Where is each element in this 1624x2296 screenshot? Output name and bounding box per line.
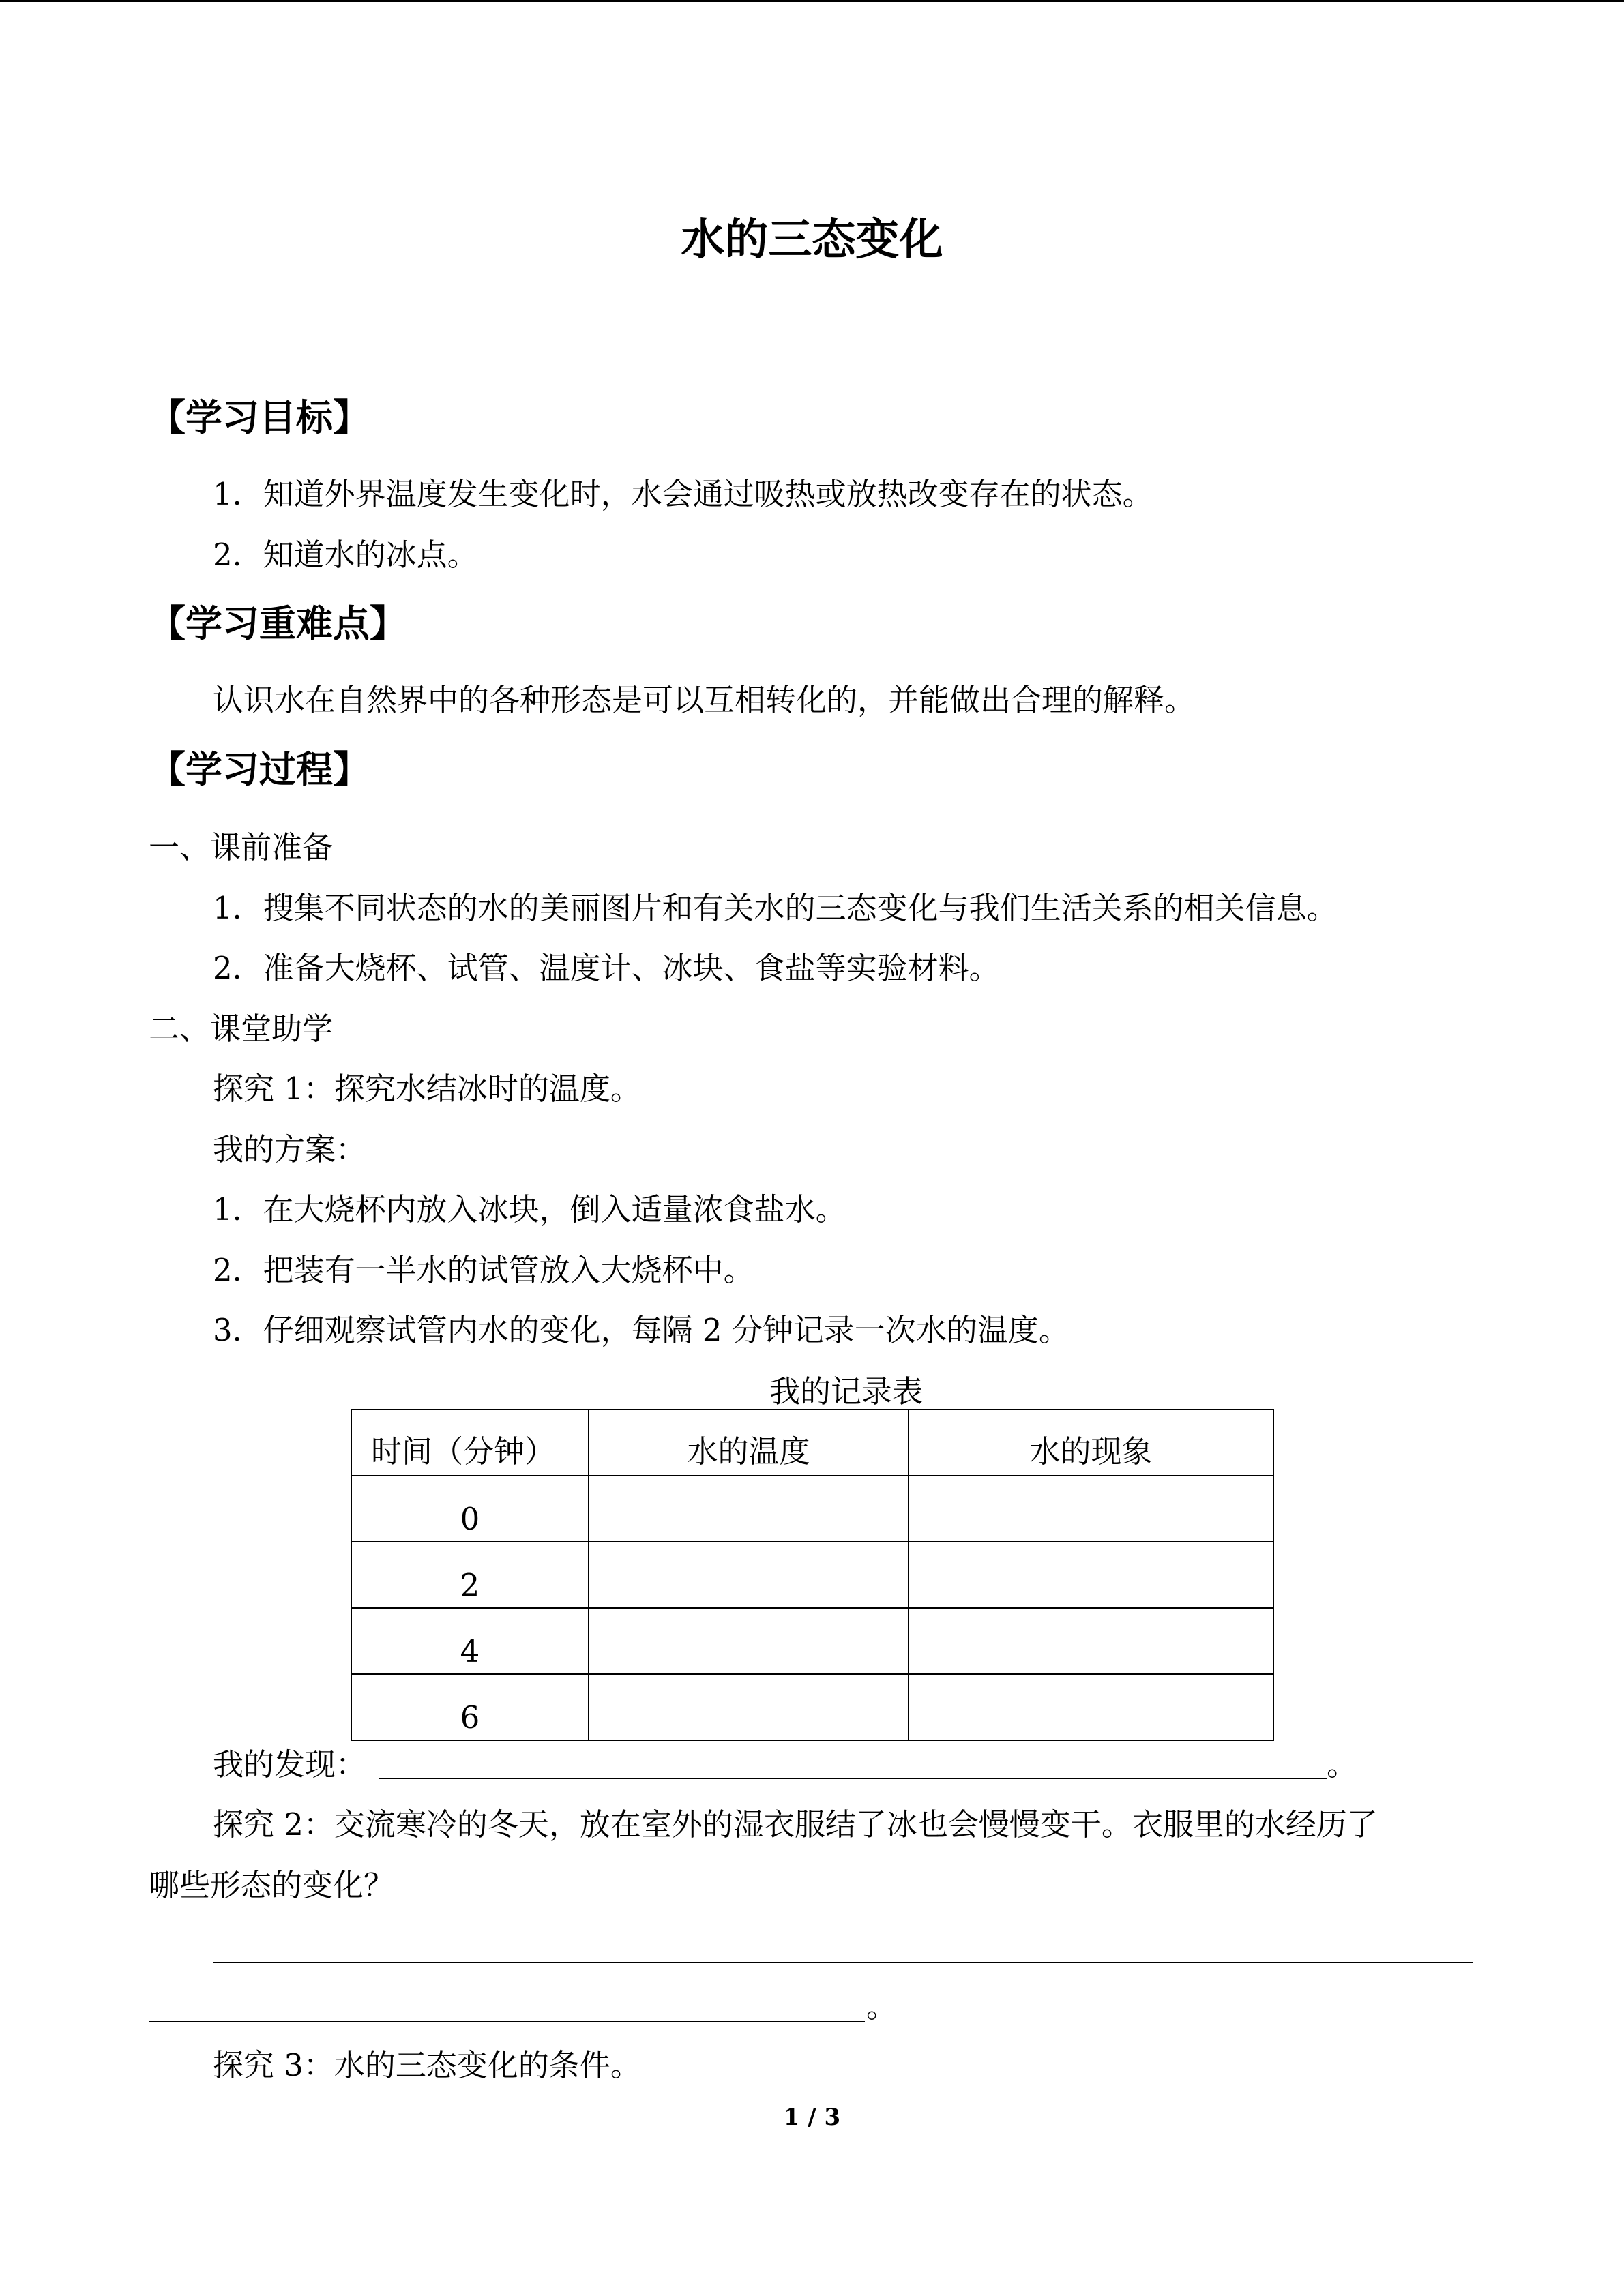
goal-item-2: 2．知道水的冰点。 <box>213 537 478 573</box>
cell-phenomenon-input[interactable] <box>909 1674 1273 1740</box>
answer-line-2[interactable] <box>149 2021 865 2022</box>
table-caption: 我的记录表 <box>769 1373 923 1410</box>
plan-step-2: 2．把装有一半水的试管放入大烧杯中。 <box>213 1252 754 1288</box>
cell-temperature-input[interactable] <box>589 1608 909 1674</box>
cell-phenomenon-input[interactable] <box>909 1476 1273 1542</box>
key-points-heading: 【学习重难点】 <box>149 602 407 645</box>
header-time: 时间（分钟） <box>351 1410 589 1476</box>
cell-time: 6 <box>351 1674 589 1740</box>
table-row <box>351 1542 1273 1608</box>
cell-time: 4 <box>351 1608 589 1674</box>
table-header-row <box>351 1410 1273 1476</box>
inquiry-3: 探究 3：水的三态变化的条件。 <box>213 2047 641 2083</box>
goals-heading: 【学习目标】 <box>149 396 370 439</box>
cell-temperature-input[interactable] <box>589 1542 909 1608</box>
answer-line-1[interactable] <box>213 1962 1473 1963</box>
inquiry-2-line1: 探究 2：交流寒冷的冬天，放在室外的湿衣服结了冰也会慢慢变干。衣服里的水经历了 <box>213 1806 1378 1843</box>
header-temperature: 水的温度 <box>589 1410 909 1476</box>
finding-period: 。 <box>1327 1746 1358 1783</box>
table-row <box>351 1674 1273 1740</box>
part1-item-1: 1．搜集不同状态的水的美丽图片和有关水的三态变化与我们生活关系的相关信息。 <box>213 890 1338 926</box>
page-number: 1 / 3 <box>783 2104 841 2131</box>
plan-step-3: 3．仔细观察试管内水的变化，每隔 2 分钟记录一次水的温度。 <box>213 1312 1069 1348</box>
cell-temperature-input[interactable] <box>589 1476 909 1542</box>
inquiry-2-line2: 哪些形态的变化？ <box>149 1867 395 1903</box>
table-row <box>351 1608 1273 1674</box>
inquiry-1: 探究 1：探究水结冰时的温度。 <box>213 1071 641 1107</box>
table-row <box>351 1476 1273 1542</box>
plan-step-1: 1．在大烧杯内放入冰块，倒入适量浓食盐水。 <box>213 1191 846 1227</box>
part1-title: 一、课前准备 <box>149 829 334 865</box>
cell-phenomenon-input[interactable] <box>909 1542 1273 1608</box>
cell-time: 2 <box>351 1542 589 1608</box>
record-table <box>351 1409 1274 1741</box>
answer-period: 。 <box>866 1988 898 2025</box>
plan-label: 我的方案： <box>213 1131 367 1167</box>
page-title: 水的三态变化 <box>681 215 943 265</box>
header-phenomenon: 水的现象 <box>909 1410 1273 1476</box>
finding-label: 我的发现： <box>213 1746 367 1783</box>
cell-phenomenon-input[interactable] <box>909 1608 1273 1674</box>
key-points-text: 认识水在自然界中的各种形态是可以互相转化的，并能做出合理的解释。 <box>213 682 1196 718</box>
part2-title: 二、课堂助学 <box>149 1011 334 1047</box>
cell-temperature-input[interactable] <box>589 1674 909 1740</box>
cell-time: 0 <box>351 1476 589 1542</box>
finding-answer-line[interactable] <box>379 1778 1327 1779</box>
part1-item-2: 2．准备大烧杯、试管、温度计、冰块、食盐等实验材料。 <box>213 950 1000 986</box>
goal-item-1: 1．知道外界温度发生变化时，水会通过吸热或放热改变存在的状态。 <box>213 476 1153 512</box>
process-heading: 【学习过程】 <box>149 748 370 791</box>
